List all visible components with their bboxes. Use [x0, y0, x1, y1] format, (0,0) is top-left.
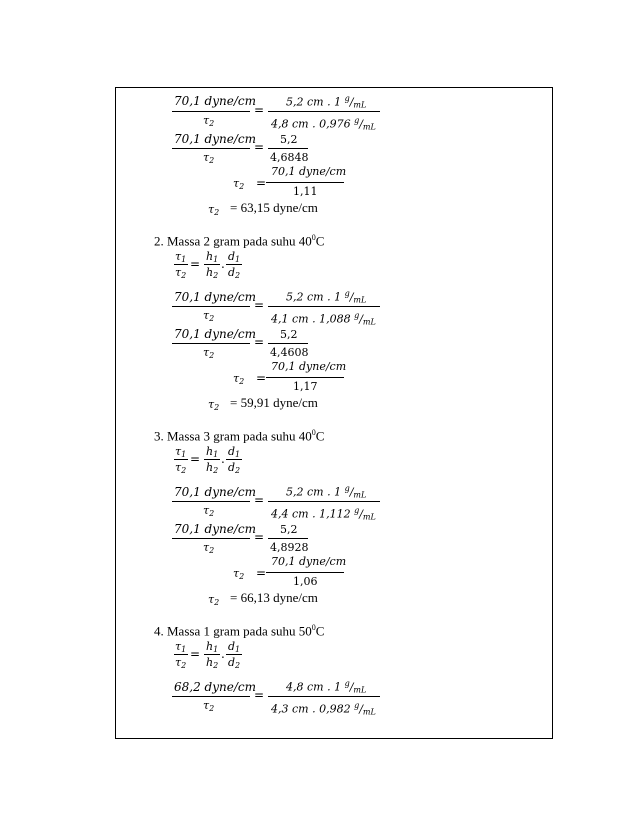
eq-rhs-denominator: 1,11: [293, 185, 318, 198]
eq-lhs-numerator: 70,1 dyne/cm: [174, 290, 256, 304]
ratio-tau1: $\tau_1$: [175, 640, 187, 654]
fraction-bar: [268, 306, 380, 307]
equals-sign: =: [254, 298, 265, 312]
fraction-bar: [268, 343, 308, 344]
ratio-tau2: $\tau_2$: [175, 266, 187, 280]
fraction-bar: [266, 377, 344, 378]
fraction-bar: [204, 264, 220, 265]
ratio-tau2: $\tau_2$: [175, 461, 187, 475]
ratio-tau1: $\tau_1$: [175, 250, 187, 264]
equals-sign: =: [254, 335, 265, 349]
eq-lhs-numerator: 70,1 dyne/cm: [174, 94, 256, 108]
result-value: = 66,13 dyne/cm: [230, 590, 318, 605]
fraction-bar: [226, 654, 242, 655]
eq-lhs-numerator: 70,1 dyne/cm: [174, 485, 256, 499]
eq-lhs-denominator: $\tau_2$: [203, 699, 215, 713]
eq-lhs-denominator: $\tau_2$: [203, 309, 215, 323]
eq-lhs-denominator: $\tau_2$: [203, 346, 215, 360]
ratio-d2: $d_2$: [228, 656, 241, 670]
fraction-bar: [172, 501, 250, 502]
eq-rhs-denominator: 4,1 cm . 1,088 $^g/_{mL}$: [271, 311, 376, 327]
eq-lhs-numerator: 68,2 dyne/cm: [174, 680, 256, 694]
eq-rhs-numerator: 70,1 dyne/cm: [271, 165, 347, 178]
equals-sign: =: [254, 140, 265, 154]
eq-rhs-denominator: 4,8928: [270, 541, 309, 554]
equals-sign: =: [254, 688, 265, 702]
fraction-bar: [174, 264, 188, 265]
eq-lhs-numerator: 70,1 dyne/cm: [174, 132, 256, 146]
fraction-bar: [174, 459, 188, 460]
fraction-bar: [172, 343, 250, 344]
dot: .: [221, 647, 225, 661]
fraction-bar: [172, 306, 250, 307]
eq-lhs-denominator: $\tau_2$: [203, 504, 215, 518]
result-value: = 63,15 dyne/cm: [230, 200, 318, 215]
eq-lhs-numerator: 70,1 dyne/cm: [174, 327, 256, 341]
section-heading: 2. Massa 2 gram pada suhu $40^0C$: [154, 233, 325, 249]
fraction-bar: [226, 264, 242, 265]
equals-sign: =: [256, 566, 267, 580]
ratio-h1: $h_1$: [206, 640, 219, 654]
eq-lhs-numerator: 70,1 dyne/cm: [174, 522, 256, 536]
equals-sign: =: [190, 257, 201, 271]
eq-rhs-numerator: 5,2: [280, 133, 298, 146]
equals-sign: =: [190, 452, 201, 466]
eq-rhs-denominator: 1,17: [293, 380, 318, 393]
fraction-bar: [266, 572, 344, 573]
eq-lhs-denominator: $\tau_2$: [203, 541, 215, 555]
eq-rhs-numerator: 5,2 cm . 1 $^g/_{mL}$: [286, 94, 367, 110]
ratio-h1: $h_1$: [206, 445, 219, 459]
fraction-bar: [268, 148, 308, 149]
fraction-bar: [172, 538, 250, 539]
ratio-d2: $d_2$: [228, 266, 241, 280]
ratio-h2: $h_2$: [206, 656, 219, 670]
ratio-h1: $h_1$: [206, 250, 219, 264]
dot: .: [221, 257, 225, 271]
fraction-bar: [268, 111, 380, 112]
fraction-bar: [204, 654, 220, 655]
eq-rhs-numerator: 5,2: [280, 523, 298, 536]
tau-label: $\tau_2$: [208, 398, 220, 412]
fraction-bar: [204, 459, 220, 460]
eq-rhs-numerator: 4,8 cm . 1 $^g/_{mL}$: [286, 679, 367, 695]
tau-label: $\tau_2$: [233, 177, 245, 191]
ratio-h2: $h_2$: [206, 461, 219, 475]
equals-sign: =: [256, 176, 267, 190]
equals-sign: =: [190, 647, 201, 661]
ratio-tau1: $\tau_1$: [175, 445, 187, 459]
tau-label: $\tau_2$: [233, 567, 245, 581]
eq-rhs-numerator: 70,1 dyne/cm: [271, 360, 347, 373]
fraction-bar: [268, 538, 308, 539]
eq-rhs-denominator: 4,3 cm . 0,982 $^g/_{mL}$: [271, 701, 376, 717]
fraction-bar: [226, 459, 242, 460]
eq-lhs-denominator: $\tau_2$: [203, 114, 215, 128]
eq-rhs-denominator: 4,4608: [270, 346, 309, 359]
eq-rhs-denominator: 4,4 cm . 1,112 $^g/_{mL}$: [271, 506, 376, 522]
eq-rhs-denominator: 4,8 cm . 0,976 $^g/_{mL}$: [271, 116, 376, 132]
section-heading: 3. Massa 3 gram pada suhu $40^0C$: [154, 428, 325, 444]
equals-sign: =: [256, 371, 267, 385]
ratio-d1: $d_1$: [228, 445, 241, 459]
result-value: = 59,91 dyne/cm: [230, 395, 318, 410]
tau-label: $\tau_2$: [208, 593, 220, 607]
dot: .: [221, 452, 225, 466]
fraction-bar: [172, 111, 250, 112]
eq-rhs-denominator: 4,6848: [270, 151, 309, 164]
ratio-d1: $d_1$: [228, 250, 241, 264]
equals-sign: =: [254, 103, 265, 117]
equals-sign: =: [254, 493, 265, 507]
eq-rhs-numerator: 5,2 cm . 1 $^g/_{mL}$: [286, 484, 367, 500]
fraction-bar: [174, 654, 188, 655]
fraction-bar: [172, 696, 250, 697]
ratio-h2: $h_2$: [206, 266, 219, 280]
fraction-bar: [266, 182, 344, 183]
eq-rhs-numerator: 5,2 cm . 1 $^g/_{mL}$: [286, 289, 367, 305]
eq-lhs-denominator: $\tau_2$: [203, 151, 215, 165]
ratio-d1: $d_1$: [228, 640, 241, 654]
eq-rhs-numerator: 70,1 dyne/cm: [271, 555, 347, 568]
fraction-bar: [268, 501, 380, 502]
ratio-d2: $d_2$: [228, 461, 241, 475]
tau-label: $\tau_2$: [208, 203, 220, 217]
fraction-bar: [268, 696, 380, 697]
fraction-bar: [172, 148, 250, 149]
eq-rhs-numerator: 5,2: [280, 328, 298, 341]
section-heading: 4. Massa 1 gram pada suhu $50^0C$: [154, 623, 325, 639]
tau-label: $\tau_2$: [233, 372, 245, 386]
equals-sign: =: [254, 530, 265, 544]
ratio-tau2: $\tau_2$: [175, 656, 187, 670]
eq-rhs-denominator: 1,06: [293, 575, 318, 588]
